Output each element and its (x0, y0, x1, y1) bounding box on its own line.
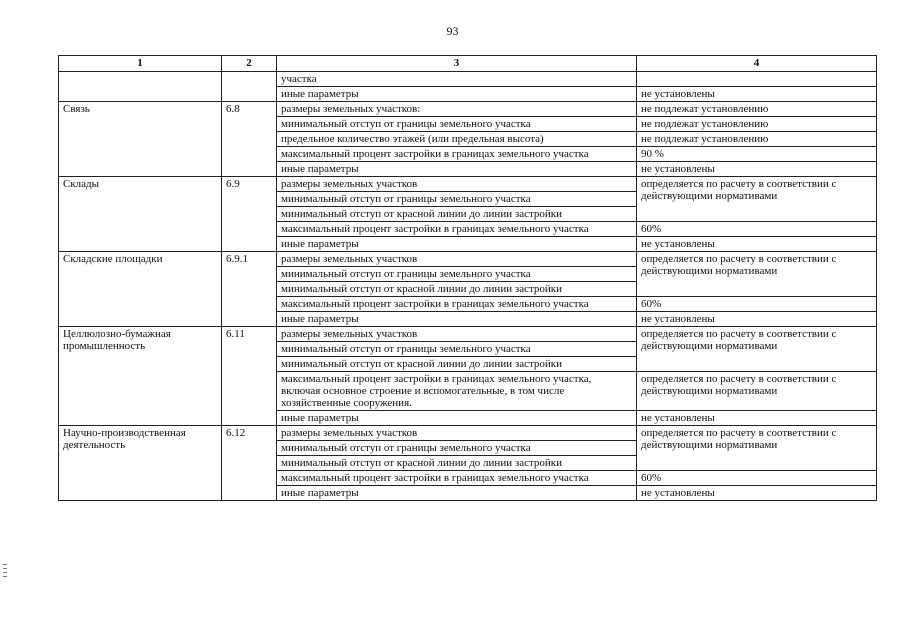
table-row (59, 327, 877, 342)
value-cell: 90 % (637, 147, 877, 162)
parameter-cell: иные параметры (277, 162, 637, 177)
value-cell (637, 72, 877, 87)
value-cell: не установлены (637, 237, 877, 252)
parameter-cell: размеры земельных участков (277, 252, 637, 267)
value-cell: определяется по расчету в соответствии с действующими нормативами (637, 372, 877, 411)
parameter-cell: минимальный отступ от границы земельного участка (277, 117, 637, 132)
table-row (59, 426, 877, 441)
use-type-cell: Складские площадки (59, 252, 222, 327)
parameter-cell: предельное количество этажей (или предельная высота) (277, 132, 637, 147)
scan-margin-mark (3, 568, 7, 569)
parameter-cell: размеры земельных участков (277, 177, 637, 192)
parameter-cell: максимальный процент застройки в границах земельного участка (277, 471, 637, 486)
table-row (59, 177, 877, 192)
value-cell: определяется по расчету в соответствии с действующими нормативами (637, 327, 877, 372)
use-type-cell: Связь (59, 102, 222, 177)
parameter-cell: иные параметры (277, 312, 637, 327)
value-cell: не установлены (637, 162, 877, 177)
use-type-cell (59, 72, 222, 102)
parameter-cell: минимальный отступ от красной линии до линии застройки (277, 357, 637, 372)
value-cell: 60% (637, 297, 877, 312)
value-cell: определяется по расчету в соответствии с действующими нормативами (637, 426, 877, 471)
value-cell: определяется по расчету в соответствии с действующими нормативами (637, 177, 877, 222)
parameter-cell: минимальный отступ от границы земельного участка (277, 192, 637, 207)
parameter-cell: минимальный отступ от границы земельного участка (277, 342, 637, 357)
column-header-2: 2 (222, 56, 277, 72)
parameter-cell: максимальный процент застройки в границах земельного участка (277, 297, 637, 312)
code-cell: 6.9.1 (222, 252, 277, 327)
code-cell (222, 72, 277, 102)
parameter-cell: минимальный отступ от красной линии до линии застройки (277, 282, 637, 297)
code-cell: 6.9 (222, 177, 277, 252)
parameter-cell: максимальный процент застройки в границах земельного участка (277, 147, 637, 162)
value-cell: не подлежат установлению (637, 132, 877, 147)
parameter-cell: минимальный отступ от красной линии до линии застройки (277, 456, 637, 471)
code-cell: 6.12 (222, 426, 277, 501)
parameter-cell: минимальный отступ от красной линии до линии застройки (277, 207, 637, 222)
table-row (59, 72, 877, 87)
value-cell: не установлены (637, 312, 877, 327)
table-row (59, 102, 877, 117)
parameter-cell: минимальный отступ от границы земельного участка (277, 267, 637, 282)
value-cell: не подлежат установлению (637, 102, 877, 117)
parameter-cell: размеры земельных участков: (277, 102, 637, 117)
scan-margin-mark (3, 572, 7, 573)
page-number: 93 (446, 24, 459, 38)
parameter-cell: минимальный отступ от границы земельного участка (277, 441, 637, 456)
code-cell: 6.11 (222, 327, 277, 426)
land-use-table (58, 55, 877, 501)
parameter-cell: размеры земельных участков (277, 426, 637, 441)
scan-margin-mark (3, 576, 7, 577)
value-cell: 60% (637, 471, 877, 486)
parameter-cell: иные параметры (277, 237, 637, 252)
scan-margin-mark (3, 564, 7, 565)
parameter-cell: максимальный процент застройки в границах земельного участка (277, 222, 637, 237)
parameter-cell: максимальный процент застройки в границах земельного участка, включая основное строение и вспомогательные, в том числе хозяйственные сооружения. (277, 372, 637, 411)
parameter-cell: иные параметры (277, 87, 637, 102)
column-header-3: 3 (277, 56, 637, 72)
value-cell: определяется по расчету в соответствии с действующими нормативами (637, 252, 877, 297)
parameter-cell: иные параметры (277, 486, 637, 501)
parameter-cell: участка (277, 72, 637, 87)
column-header-1: 1 (59, 56, 222, 72)
parameter-cell: иные параметры (277, 411, 637, 426)
header-row (59, 56, 877, 72)
use-type-cell: Склады (59, 177, 222, 252)
value-cell: не установлены (637, 87, 877, 102)
use-type-cell: Научно-производственная деятельность (59, 426, 222, 501)
column-header-4: 4 (637, 56, 877, 72)
value-cell: не установлены (637, 411, 877, 426)
parameter-cell: размеры земельных участков (277, 327, 637, 342)
value-cell: не подлежат установлению (637, 117, 877, 132)
use-type-cell: Целлюлозно-бумажная промышленность (59, 327, 222, 426)
table-row (59, 252, 877, 267)
code-cell: 6.8 (222, 102, 277, 177)
value-cell: не установлены (637, 486, 877, 501)
value-cell: 60% (637, 222, 877, 237)
